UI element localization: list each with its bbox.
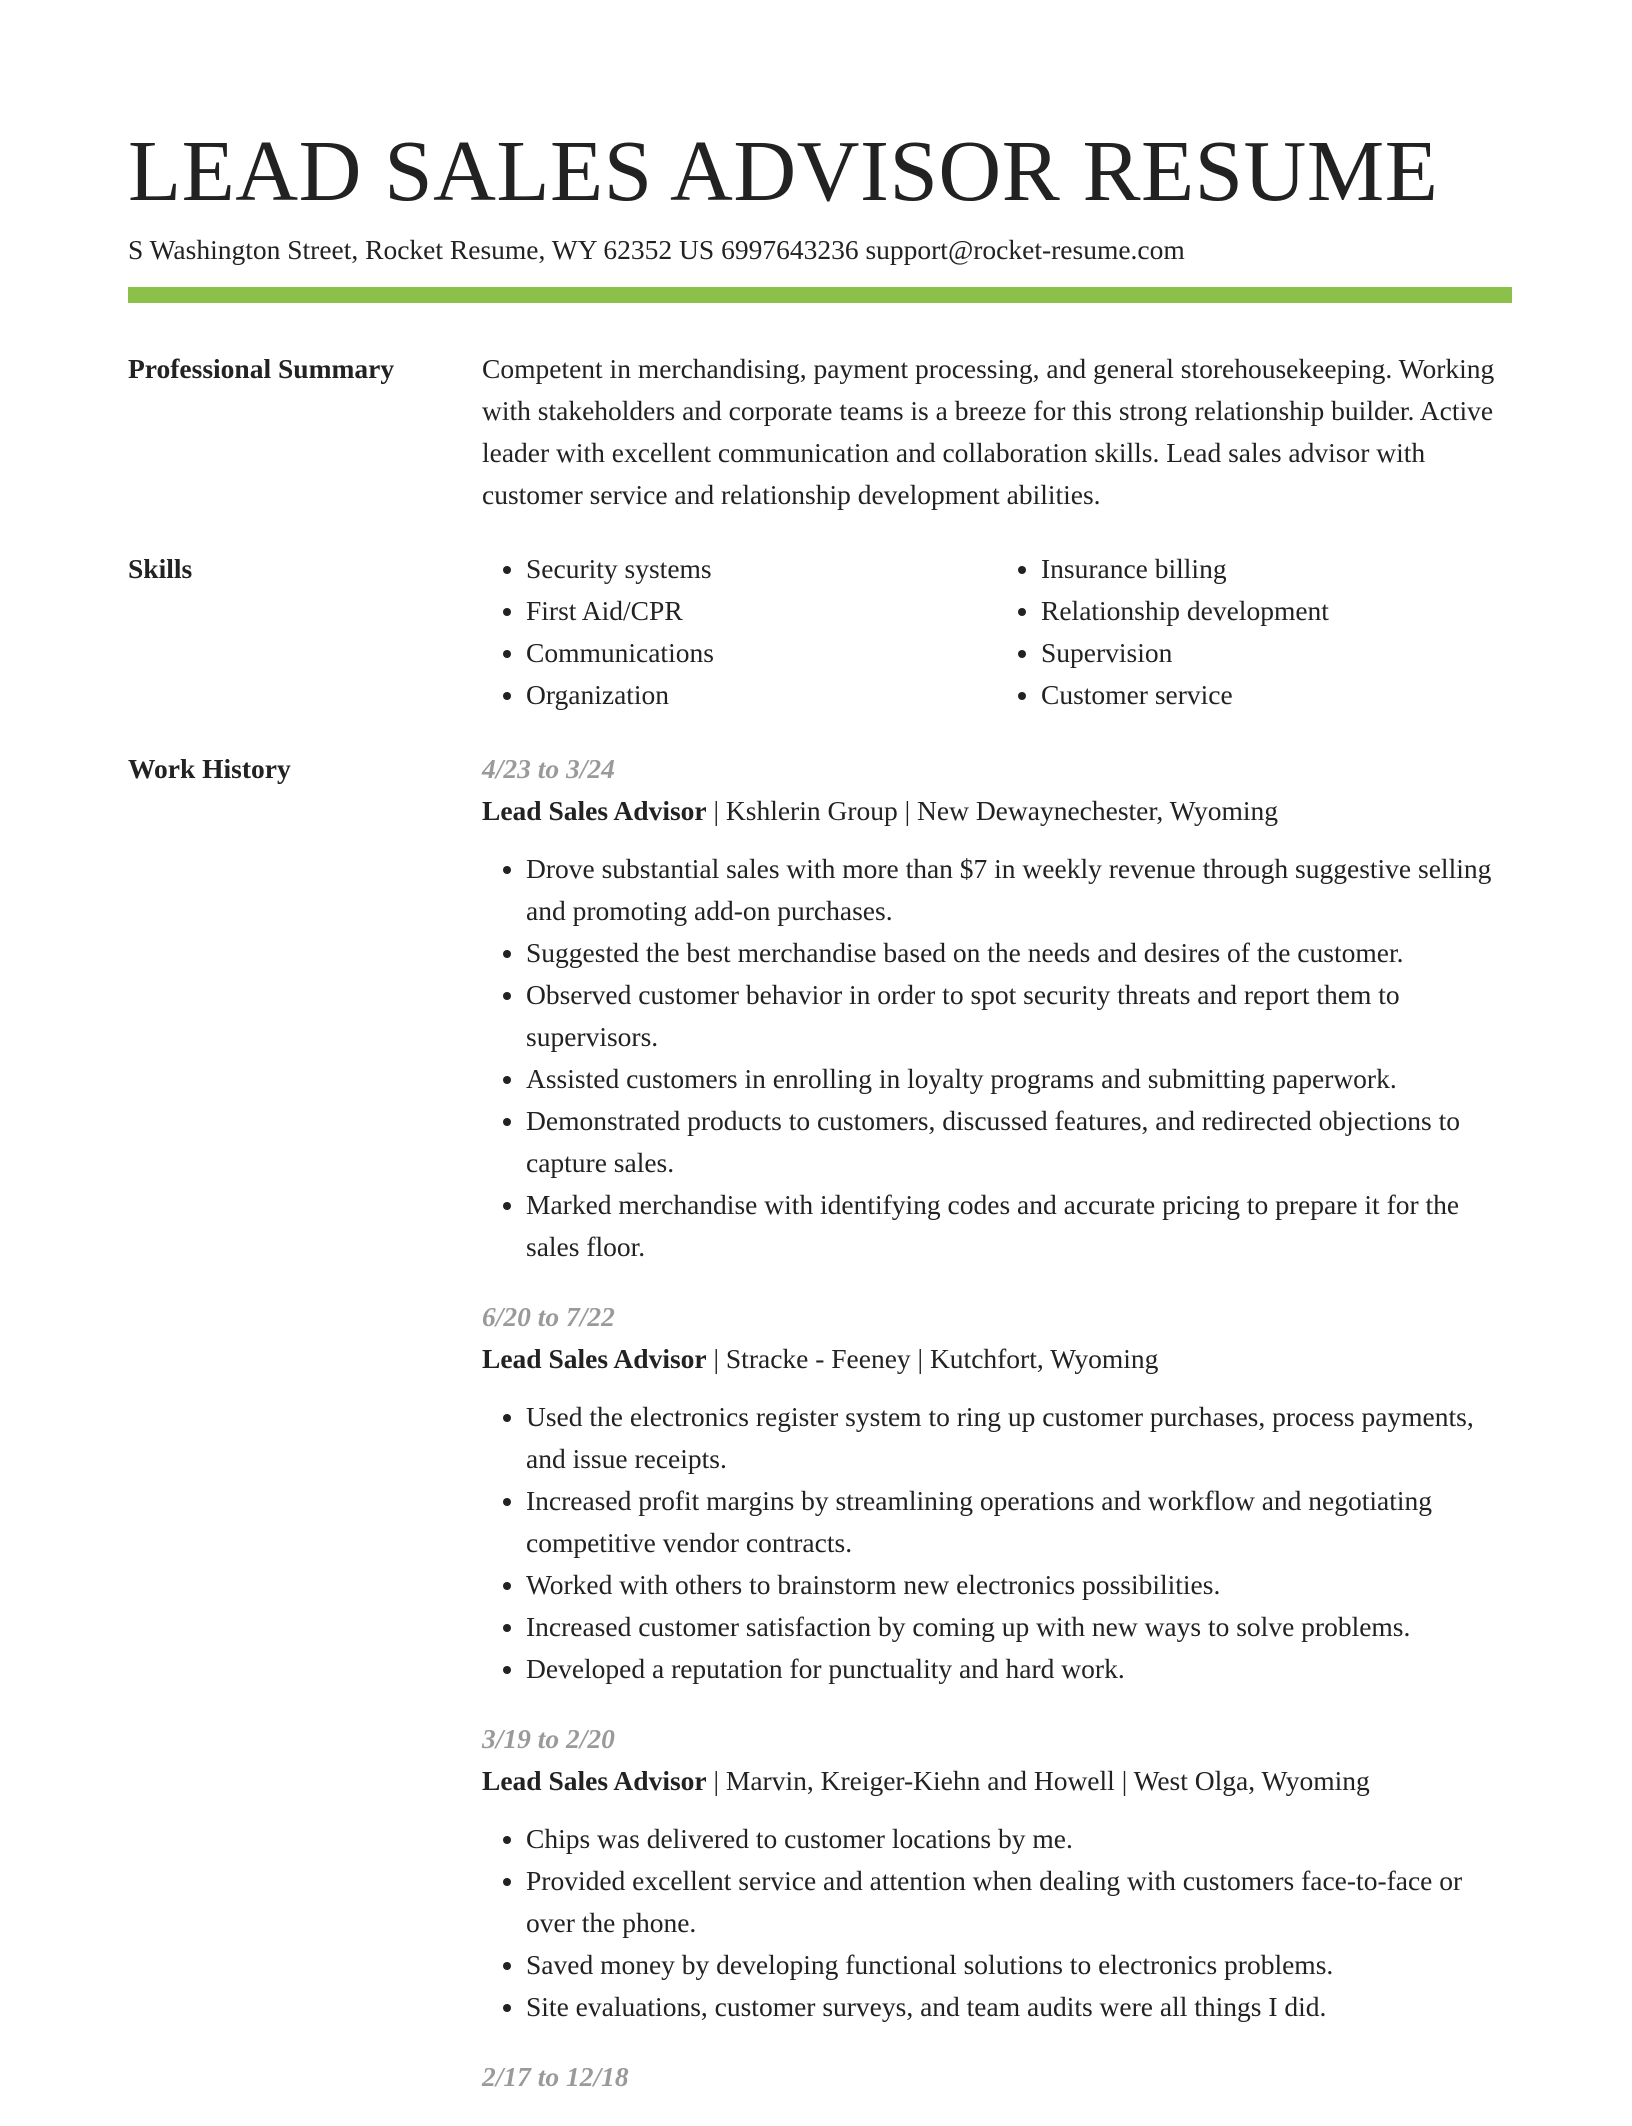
job-bullet: • Developed a reputation for punctuality and hard work. (526, 1648, 1512, 1690)
resume-title: LEAD SALES ADVISOR RESUME (128, 122, 1439, 219)
work-history-label: Work History (128, 753, 291, 784)
separator: | (706, 1343, 726, 1374)
job-heading (482, 1338, 1512, 1380)
job-dates: 6/20 to 7/22 (482, 1301, 615, 1332)
skills-section (482, 548, 1512, 716)
job-title: Lead Sales Advisor (482, 1343, 707, 1374)
skill-item: • Security systems (526, 548, 997, 590)
summary-text: Competent in merchandising, payment processing, and general storehousekeeping. Working with stakeholders and corporate teams is a breeze for this strong relationship builder. Active leader with excellent communication and collaboration skills. Lead sales advisor with customer service and relationship development abilities. (482, 353, 1495, 510)
job-bullet: • Saved money by developing functional solutions to electronics problems. (526, 1944, 1512, 1986)
job-bullet: • Increased customer satisfaction by coming up with new ways to solve problems. (526, 1606, 1512, 1648)
job-location: New Dewaynechester, Wyoming (917, 795, 1279, 826)
job-bullet: • Increased profit margins by streamlining operations and workflow and negotiating competitive vendor contracts. (526, 1480, 1512, 1564)
job-dates: 3/19 to 2/20 (482, 1723, 615, 1754)
job-bullet: • Demonstrated products to customers, discussed features, and redirected objections to capture sales. (526, 1100, 1512, 1184)
skill-item: • Insurance billing (1041, 548, 1512, 590)
job-bullet: • Chips was delivered to customer locations by me. (526, 1818, 1512, 1860)
job-bullet: • Suggested the best merchandise based on the needs and desires of the customer. (526, 932, 1512, 974)
job-location: West Olga, Wyoming (1133, 1765, 1370, 1796)
skill-item: • Communications (526, 632, 997, 674)
job-bullet: • Observed customer behavior in order to spot security threats and report them to supervisors. (526, 974, 1512, 1058)
summary-label: Professional Summary (128, 353, 395, 384)
separator: | (706, 795, 726, 826)
job-title: Lead Sales Advisor (482, 795, 707, 826)
job-company: Stracke - Feeney (725, 1343, 911, 1374)
job-entry (482, 748, 1512, 1268)
job-bullet: • Provided excellent service and attention when dealing with customers face-to-face or over the phone. (526, 1860, 1512, 1944)
job-bullet: • Drove substantial sales with more than $7 in weekly revenue through suggestive selling and promoting add-on purchases. (526, 848, 1512, 932)
skill-item: • First Aid/CPR (526, 590, 997, 632)
job-heading (482, 790, 1512, 832)
separator: | (706, 1765, 726, 1796)
skills-list-left (482, 548, 997, 716)
job-dates: 2/17 to 12/18 (482, 2061, 629, 2092)
skills-columns (482, 548, 1512, 716)
job-bullet-list (482, 1396, 1512, 1690)
job-dates: 4/23 to 3/24 (482, 753, 615, 784)
job-bullet: • Site evaluations, customer surveys, and team audits were all things I did. (526, 1986, 1512, 2028)
accent-divider (128, 287, 1512, 303)
skills-label: Skills (128, 553, 193, 584)
job-location: Kutchfort, Wyoming (929, 1343, 1159, 1374)
skills-list-right (997, 548, 1512, 716)
skill-item: • Relationship development (1041, 590, 1512, 632)
separator: | (910, 1343, 930, 1374)
job-title: Lead Sales Advisor (482, 1765, 707, 1796)
job-bullet: • Worked with others to brainstorm new electronics possibilities. (526, 1564, 1512, 1606)
job-entry (482, 1296, 1512, 1690)
job-company: Marvin, Kreiger-Kiehn and Howell (725, 1765, 1115, 1796)
skill-item: • Supervision (1041, 632, 1512, 674)
job-bullet-list (482, 848, 1512, 1268)
job-bullet: • Assisted customers in enrolling in loyalty programs and submitting paperwork. (526, 1058, 1512, 1100)
separator: | (897, 795, 918, 826)
skill-item: • Organization (526, 674, 997, 716)
job-company: Kshlerin Group (725, 795, 898, 826)
separator: | (1114, 1765, 1134, 1796)
work-history-section (482, 748, 1512, 2126)
job-heading (482, 1760, 1512, 1802)
job-bullet: • Marked merchandise with identifying codes and accurate pricing to prepare it for the sales floor. (526, 1184, 1512, 1268)
job-entry (482, 1718, 1512, 2028)
contact-line: S Washington Street, Rocket Resume, WY 62352 US 6997643236 support@rocket-resume.com (128, 234, 1185, 265)
skill-item: • Customer service (1041, 674, 1512, 716)
job-bullet: • Used the electronics register system to ring up customer purchases, process payments, and issue receipts. (526, 1396, 1512, 1480)
summary-section (482, 348, 1512, 516)
job-bullet-list (482, 1818, 1512, 2028)
job-entry (482, 2056, 1512, 2098)
